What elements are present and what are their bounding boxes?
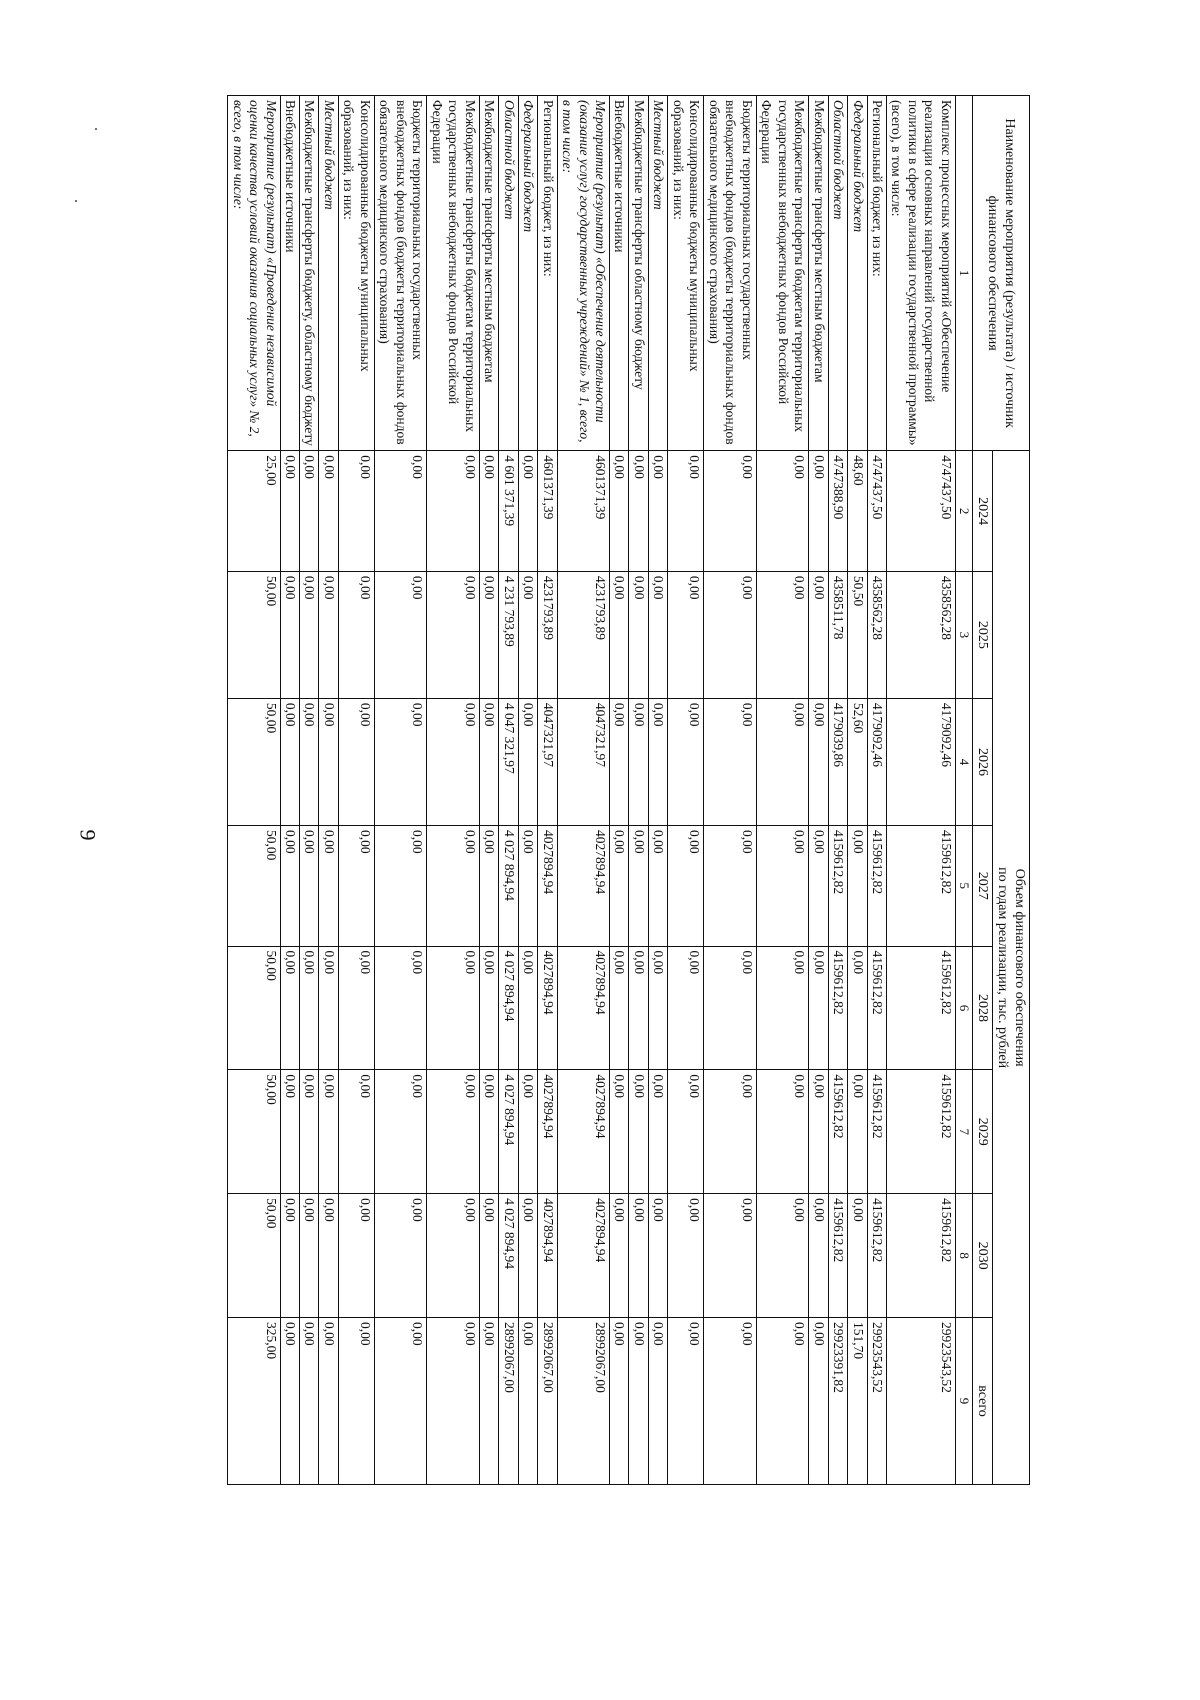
row-year-value: 4027894,94 bbox=[557, 946, 609, 1070]
row-year-value: 0,00 bbox=[338, 1070, 374, 1194]
row-year-value: 0,00 bbox=[610, 1070, 629, 1194]
column-number: 8 bbox=[955, 1194, 972, 1318]
row-year-value: 4159612,82 bbox=[867, 946, 886, 1070]
row-year-value: 0,00 bbox=[479, 698, 498, 825]
row-year-value: 4159612,82 bbox=[828, 825, 847, 946]
row-year-value: 0,00 bbox=[280, 451, 299, 572]
row-name: Внебюджетные источники bbox=[280, 96, 299, 451]
row-year-value: 0,00 bbox=[756, 1070, 808, 1194]
table-row bbox=[518, 96, 537, 1485]
row-year-value: 0,00 bbox=[848, 1070, 867, 1194]
row-year-value: 4027894,94 bbox=[557, 1194, 609, 1318]
row-year-value: 0,00 bbox=[427, 698, 479, 825]
row-total: 0,00 bbox=[518, 1317, 537, 1484]
table-row bbox=[610, 96, 629, 1485]
row-year-value: 0,00 bbox=[374, 698, 426, 825]
row-year-value: 0,00 bbox=[374, 825, 426, 946]
row-year-value: 50,00 bbox=[228, 825, 280, 946]
row-year-value: 0,00 bbox=[338, 946, 374, 1070]
row-year-value: 0,00 bbox=[338, 825, 374, 946]
row-year-value: 0,00 bbox=[610, 946, 629, 1070]
row-year-value: 0,00 bbox=[648, 698, 667, 825]
row-year-value: 0,00 bbox=[629, 451, 648, 572]
row-year-value: 0,00 bbox=[319, 946, 338, 1070]
row-name: Консолидированные бюджеты муниципальных образований, из них: bbox=[338, 96, 374, 451]
row-year-value: 0,00 bbox=[648, 1070, 667, 1194]
row-year-value: 0,00 bbox=[848, 825, 867, 946]
table-row bbox=[280, 96, 299, 1485]
table-row bbox=[756, 96, 808, 1485]
row-year-value: 0,00 bbox=[338, 1194, 374, 1318]
row-year-value: 0,00 bbox=[610, 571, 629, 698]
row-name: Межбюджетные трансферты местным бюджетам bbox=[479, 96, 498, 451]
row-year-value: 0,00 bbox=[479, 825, 498, 946]
table-row bbox=[300, 96, 319, 1485]
row-year-value: 4179039,86 bbox=[828, 698, 847, 825]
row-year-value: 4358511,78 bbox=[828, 571, 847, 698]
row-year-value: 0,00 bbox=[704, 451, 756, 572]
row-year-value: 0,00 bbox=[704, 571, 756, 698]
row-year-value: 0,00 bbox=[319, 571, 338, 698]
row-year-value: 50,00 bbox=[228, 946, 280, 1070]
row-year-value: 4159612,82 bbox=[887, 946, 956, 1070]
row-year-value: 0,00 bbox=[704, 946, 756, 1070]
table-row bbox=[887, 96, 956, 1485]
row-total: 0,00 bbox=[479, 1317, 498, 1484]
row-total: 0,00 bbox=[427, 1317, 479, 1484]
row-year-value: 4747437,50 bbox=[887, 451, 956, 572]
row-name: Федеральный бюджет bbox=[848, 96, 867, 451]
row-year-value: 0,00 bbox=[668, 1070, 704, 1194]
table-row bbox=[374, 96, 426, 1485]
column-number: 6 bbox=[955, 946, 972, 1070]
column-number: 2 bbox=[955, 451, 972, 572]
row-year-value: 50,00 bbox=[228, 571, 280, 698]
row-year-value: 4047321,97 bbox=[538, 698, 557, 825]
row-year-value: 4159612,82 bbox=[887, 825, 956, 946]
row-year-value: 0,00 bbox=[374, 1194, 426, 1318]
row-year-value: 0,00 bbox=[629, 571, 648, 698]
row-year-value: 0,00 bbox=[374, 1070, 426, 1194]
table-row bbox=[809, 96, 828, 1485]
row-year-value: 4159612,82 bbox=[867, 1070, 886, 1194]
column-number: 4 bbox=[955, 698, 972, 825]
row-year-value: 50,50 bbox=[848, 571, 867, 698]
row-year-value: 0,00 bbox=[610, 825, 629, 946]
row-year-value: 0,00 bbox=[319, 1070, 338, 1194]
row-name: Региональный бюджет, из них: bbox=[867, 96, 886, 451]
row-year-value: 4358562,28 bbox=[867, 571, 886, 698]
row-year-value: 0,00 bbox=[648, 825, 667, 946]
row-total: 0,00 bbox=[668, 1317, 704, 1484]
row-total: 0,00 bbox=[374, 1317, 426, 1484]
row-year-value: 0,00 bbox=[518, 825, 537, 946]
volume-header bbox=[992, 451, 1029, 1485]
table-row bbox=[427, 96, 479, 1485]
row-year-value: 0,00 bbox=[300, 451, 319, 572]
row-year-value: 0,00 bbox=[848, 1194, 867, 1318]
row-year-value: 0,00 bbox=[300, 698, 319, 825]
table-row bbox=[629, 96, 648, 1485]
row-total: 29923543,52 bbox=[867, 1317, 886, 1484]
row-total: 0,00 bbox=[338, 1317, 374, 1484]
financing-table bbox=[227, 95, 1030, 1485]
column-number: 7 bbox=[955, 1070, 972, 1194]
row-year-value: 4159612,82 bbox=[867, 1194, 886, 1318]
row-year-value: 25,00 bbox=[228, 451, 280, 572]
row-year-value: 0,00 bbox=[479, 946, 498, 1070]
row-name: Бюджеты территориальных государственных внебюджетных фондов (бюджеты территориальных фондов обязательного медицинского страхования) bbox=[704, 96, 756, 451]
row-name: Комплекс процессных мероприятий «Обеспечение реализации основных направлений государственной политики в сфере реализации государственной программы» (всего), в том числе: bbox=[887, 96, 956, 451]
page-number: 9 bbox=[75, 829, 101, 841]
row-year-value: 0,00 bbox=[629, 1070, 648, 1194]
row-year-value: 0,00 bbox=[280, 1070, 299, 1194]
table-row bbox=[668, 96, 704, 1485]
row-year-value: 52,60 bbox=[848, 698, 867, 825]
row-year-value: 0,00 bbox=[300, 946, 319, 1070]
volume-header-line2: по годам реализации, тыс. рублей bbox=[994, 867, 1010, 1069]
year-header: 2027 bbox=[972, 825, 992, 946]
row-name: Местный бюджет bbox=[648, 96, 667, 451]
row-year-value: 4159612,82 bbox=[867, 825, 886, 946]
row-year-value: 0,00 bbox=[809, 571, 828, 698]
row-year-value: 4179092,46 bbox=[887, 698, 956, 825]
row-year-value: 4159612,82 bbox=[887, 1194, 956, 1318]
row-year-value: 0,00 bbox=[668, 946, 704, 1070]
row-year-value: 0,00 bbox=[704, 1194, 756, 1318]
row-name: Консолидированные бюджеты муниципальных образований, из них: bbox=[668, 96, 704, 451]
year-header: 2030 bbox=[972, 1194, 992, 1318]
row-year-value: 4231793,89 bbox=[557, 571, 609, 698]
row-year-value: 0,00 bbox=[756, 451, 808, 572]
row-year-value: 0,00 bbox=[809, 698, 828, 825]
row-year-value: 4159612,82 bbox=[828, 1070, 847, 1194]
row-year-value: 4047321,97 bbox=[557, 698, 609, 825]
row-year-value: 0,00 bbox=[809, 451, 828, 572]
row-year-value: 0,00 bbox=[518, 571, 537, 698]
row-year-value: 0,00 bbox=[300, 1070, 319, 1194]
row-year-value: 0,00 bbox=[280, 571, 299, 698]
row-year-value: 0,00 bbox=[629, 946, 648, 1070]
row-total: 0,00 bbox=[300, 1317, 319, 1484]
row-year-value: 0,00 bbox=[427, 1194, 479, 1318]
total-header: всего bbox=[972, 1317, 992, 1484]
row-name: Межбюджетные трансферты бюджетам территориальных государственных внебюджетных фондов Российской Федерации bbox=[756, 96, 808, 451]
column-number: 3 bbox=[955, 571, 972, 698]
row-year-value: 0,00 bbox=[518, 1070, 537, 1194]
row-total: 0,00 bbox=[280, 1317, 299, 1484]
table-row bbox=[338, 96, 374, 1485]
row-year-value: 0,00 bbox=[427, 946, 479, 1070]
row-year-value: 0,00 bbox=[629, 1194, 648, 1318]
year-header: 2028 bbox=[972, 946, 992, 1070]
row-name: Внебюджетные источники bbox=[610, 96, 629, 451]
row-total: 151,70 bbox=[848, 1317, 867, 1484]
volume-header-line1: Объем финансового обеспечения bbox=[1012, 868, 1027, 1067]
row-year-value: 4 047 321,97 bbox=[499, 698, 518, 825]
column-number-row bbox=[955, 96, 972, 1485]
table-row bbox=[319, 96, 338, 1485]
row-year-value: 0,00 bbox=[280, 825, 299, 946]
row-year-value: 0,00 bbox=[668, 571, 704, 698]
row-year-value: 0,00 bbox=[280, 946, 299, 1070]
row-year-value: 0,00 bbox=[809, 946, 828, 1070]
row-year-value: 0,00 bbox=[300, 1194, 319, 1318]
row-year-value: 0,00 bbox=[479, 1070, 498, 1194]
row-total: 0,00 bbox=[629, 1317, 648, 1484]
row-year-value: 0,00 bbox=[668, 825, 704, 946]
row-year-value: 0,00 bbox=[338, 451, 374, 572]
row-name: Мероприятие (результат) «Проведение независимой оценки качества условий оказания социальных услуг» № 2, всего, в том числе: bbox=[228, 96, 280, 451]
row-name: Местный бюджет bbox=[319, 96, 338, 451]
row-year-value: 0,00 bbox=[648, 946, 667, 1070]
row-year-value: 4231793,89 bbox=[538, 571, 557, 698]
row-total: 0,00 bbox=[809, 1317, 828, 1484]
row-year-value: 4027894,94 bbox=[538, 1070, 557, 1194]
row-year-value: 0,00 bbox=[280, 1194, 299, 1318]
row-year-value: 0,00 bbox=[280, 698, 299, 825]
row-year-value: 0,00 bbox=[756, 571, 808, 698]
table-row bbox=[557, 96, 609, 1485]
row-year-value: 4159612,82 bbox=[828, 1194, 847, 1318]
header-row-1 bbox=[992, 96, 1029, 1485]
row-year-value: 0,00 bbox=[300, 571, 319, 698]
col-name-header: Наименование мероприятия (результата) / источник финансового обеспечения bbox=[972, 96, 1029, 451]
row-year-value: 0,00 bbox=[668, 1194, 704, 1318]
row-year-value: 4 601 371,39 bbox=[499, 451, 518, 572]
row-year-value: 4601371,39 bbox=[538, 451, 557, 572]
row-year-value: 0,00 bbox=[427, 825, 479, 946]
row-year-value: 0,00 bbox=[610, 698, 629, 825]
table-row bbox=[538, 96, 557, 1485]
row-year-value: 48,60 bbox=[848, 451, 867, 572]
row-total: 0,00 bbox=[319, 1317, 338, 1484]
row-year-value: 4027894,94 bbox=[538, 1194, 557, 1318]
row-year-value: 0,00 bbox=[848, 946, 867, 1070]
row-year-value: 0,00 bbox=[374, 571, 426, 698]
column-number: 5 bbox=[955, 825, 972, 946]
row-year-value: 0,00 bbox=[518, 946, 537, 1070]
row-year-value: 0,00 bbox=[809, 1194, 828, 1318]
row-year-value: 0,00 bbox=[648, 1194, 667, 1318]
row-year-value: 0,00 bbox=[756, 825, 808, 946]
row-year-value: 0,00 bbox=[648, 451, 667, 572]
row-name: Межбюджетные трансферты бюджету, областному бюджету bbox=[300, 96, 319, 451]
row-name: Областной бюджет bbox=[499, 96, 518, 451]
row-year-value: 4 027 894,94 bbox=[499, 825, 518, 946]
row-total: 29923543,52 bbox=[887, 1317, 956, 1484]
row-year-value: 0,00 bbox=[610, 451, 629, 572]
row-year-value: 0,00 bbox=[610, 1194, 629, 1318]
table-row bbox=[228, 96, 280, 1485]
year-header: 2029 bbox=[972, 1070, 992, 1194]
row-year-value: 0,00 bbox=[704, 698, 756, 825]
row-name: Бюджеты территориальных государственных внебюджетных фондов (бюджеты территориальных фондов обязательного медицинского страхования) bbox=[374, 96, 426, 451]
row-year-value: 50,00 bbox=[228, 1070, 280, 1194]
row-year-value: 4747388,90 bbox=[828, 451, 847, 572]
row-name: Областной бюджет bbox=[828, 96, 847, 451]
row-name: Межбюджетные трансферты бюджетам территориальных государственных внебюджетных фондов Российской Федерации bbox=[427, 96, 479, 451]
row-year-value: 0,00 bbox=[319, 698, 338, 825]
year-header: 2025 bbox=[972, 571, 992, 698]
row-year-value: 0,00 bbox=[668, 698, 704, 825]
row-year-value: 4747437,50 bbox=[867, 451, 886, 572]
row-year-value: 0,00 bbox=[756, 1194, 808, 1318]
row-year-value: 50,00 bbox=[228, 698, 280, 825]
row-year-value: 0,00 bbox=[374, 946, 426, 1070]
row-year-value: 0,00 bbox=[338, 698, 374, 825]
row-year-value: 0,00 bbox=[518, 698, 537, 825]
row-year-value: 0,00 bbox=[427, 451, 479, 572]
row-total: 28992067,00 bbox=[499, 1317, 518, 1484]
row-total: 28992067,00 bbox=[538, 1317, 557, 1484]
row-year-value: 0,00 bbox=[518, 1194, 537, 1318]
row-year-value: 4027894,94 bbox=[538, 825, 557, 946]
row-year-value: 0,00 bbox=[668, 451, 704, 572]
row-year-value: 0,00 bbox=[756, 946, 808, 1070]
row-year-value: 0,00 bbox=[648, 571, 667, 698]
year-header: 2026 bbox=[972, 698, 992, 825]
row-name: Федеральный бюджет bbox=[518, 96, 537, 451]
row-name: Региональный бюджет, из них: bbox=[538, 96, 557, 451]
row-total: 0,00 bbox=[610, 1317, 629, 1484]
row-year-value: 4159612,82 bbox=[828, 946, 847, 1070]
row-year-value: 0,00 bbox=[479, 1194, 498, 1318]
table-row bbox=[499, 96, 518, 1485]
row-year-value: 0,00 bbox=[629, 825, 648, 946]
row-total: 28992067,00 bbox=[557, 1317, 609, 1484]
column-number: 9 bbox=[955, 1317, 972, 1484]
row-year-value: 0,00 bbox=[338, 571, 374, 698]
row-year-value: 0,00 bbox=[809, 1070, 828, 1194]
row-year-value: 4 027 894,94 bbox=[499, 1070, 518, 1194]
row-year-value: 0,00 bbox=[479, 571, 498, 698]
row-year-value: 4601371,39 bbox=[557, 451, 609, 572]
row-year-value: 4027894,94 bbox=[538, 946, 557, 1070]
column-number: 1 bbox=[955, 96, 972, 451]
row-year-value: 4 231 793,89 bbox=[499, 571, 518, 698]
row-year-value: 0,00 bbox=[756, 698, 808, 825]
row-total: 29923391,82 bbox=[828, 1317, 847, 1484]
row-name: Межбюджетные трансферты местным бюджетам bbox=[809, 96, 828, 451]
table-row bbox=[479, 96, 498, 1485]
row-total: 0,00 bbox=[756, 1317, 808, 1484]
table-row bbox=[867, 96, 886, 1485]
row-year-value: 0,00 bbox=[629, 698, 648, 825]
row-total: 0,00 bbox=[704, 1317, 756, 1484]
table-row bbox=[848, 96, 867, 1485]
year-header: 2024 bbox=[972, 451, 992, 572]
row-year-value: 0,00 bbox=[319, 451, 338, 572]
table-row bbox=[828, 96, 847, 1485]
table-row bbox=[648, 96, 667, 1485]
row-year-value: 0,00 bbox=[809, 825, 828, 946]
row-year-value: 4 027 894,94 bbox=[499, 946, 518, 1070]
row-year-value: 50,00 bbox=[228, 1194, 280, 1318]
row-year-value: 0,00 bbox=[319, 1194, 338, 1318]
scan-speck bbox=[75, 200, 77, 202]
row-name: Мероприятие (результат) «Обеспечение деятельности (оказание услуг) государственных учреждений» № 1, всего, в том числе: bbox=[557, 96, 609, 451]
row-year-value: 0,00 bbox=[374, 451, 426, 572]
row-total: 0,00 bbox=[648, 1317, 667, 1484]
row-year-value: 0,00 bbox=[704, 1070, 756, 1194]
scan-speck bbox=[95, 128, 97, 130]
row-year-value: 4027894,94 bbox=[557, 1070, 609, 1194]
row-year-value: 0,00 bbox=[518, 451, 537, 572]
row-year-value: 0,00 bbox=[479, 451, 498, 572]
row-year-value: 4 027 894,94 bbox=[499, 1194, 518, 1318]
financing-table-rotated bbox=[150, 95, 1030, 1485]
row-name: Межбюджетные трансферты областному бюджету bbox=[629, 96, 648, 451]
row-year-value: 4179092,46 bbox=[867, 698, 886, 825]
table-row bbox=[704, 96, 756, 1485]
row-year-value: 0,00 bbox=[319, 825, 338, 946]
row-year-value: 0,00 bbox=[427, 571, 479, 698]
row-year-value: 4358562,28 bbox=[887, 571, 956, 698]
row-total: 325,00 bbox=[228, 1317, 280, 1484]
row-year-value: 4027894,94 bbox=[557, 825, 609, 946]
row-year-value: 0,00 bbox=[300, 825, 319, 946]
row-year-value: 4159612,82 bbox=[887, 1070, 956, 1194]
row-year-value: 0,00 bbox=[427, 1070, 479, 1194]
row-year-value: 0,00 bbox=[704, 825, 756, 946]
